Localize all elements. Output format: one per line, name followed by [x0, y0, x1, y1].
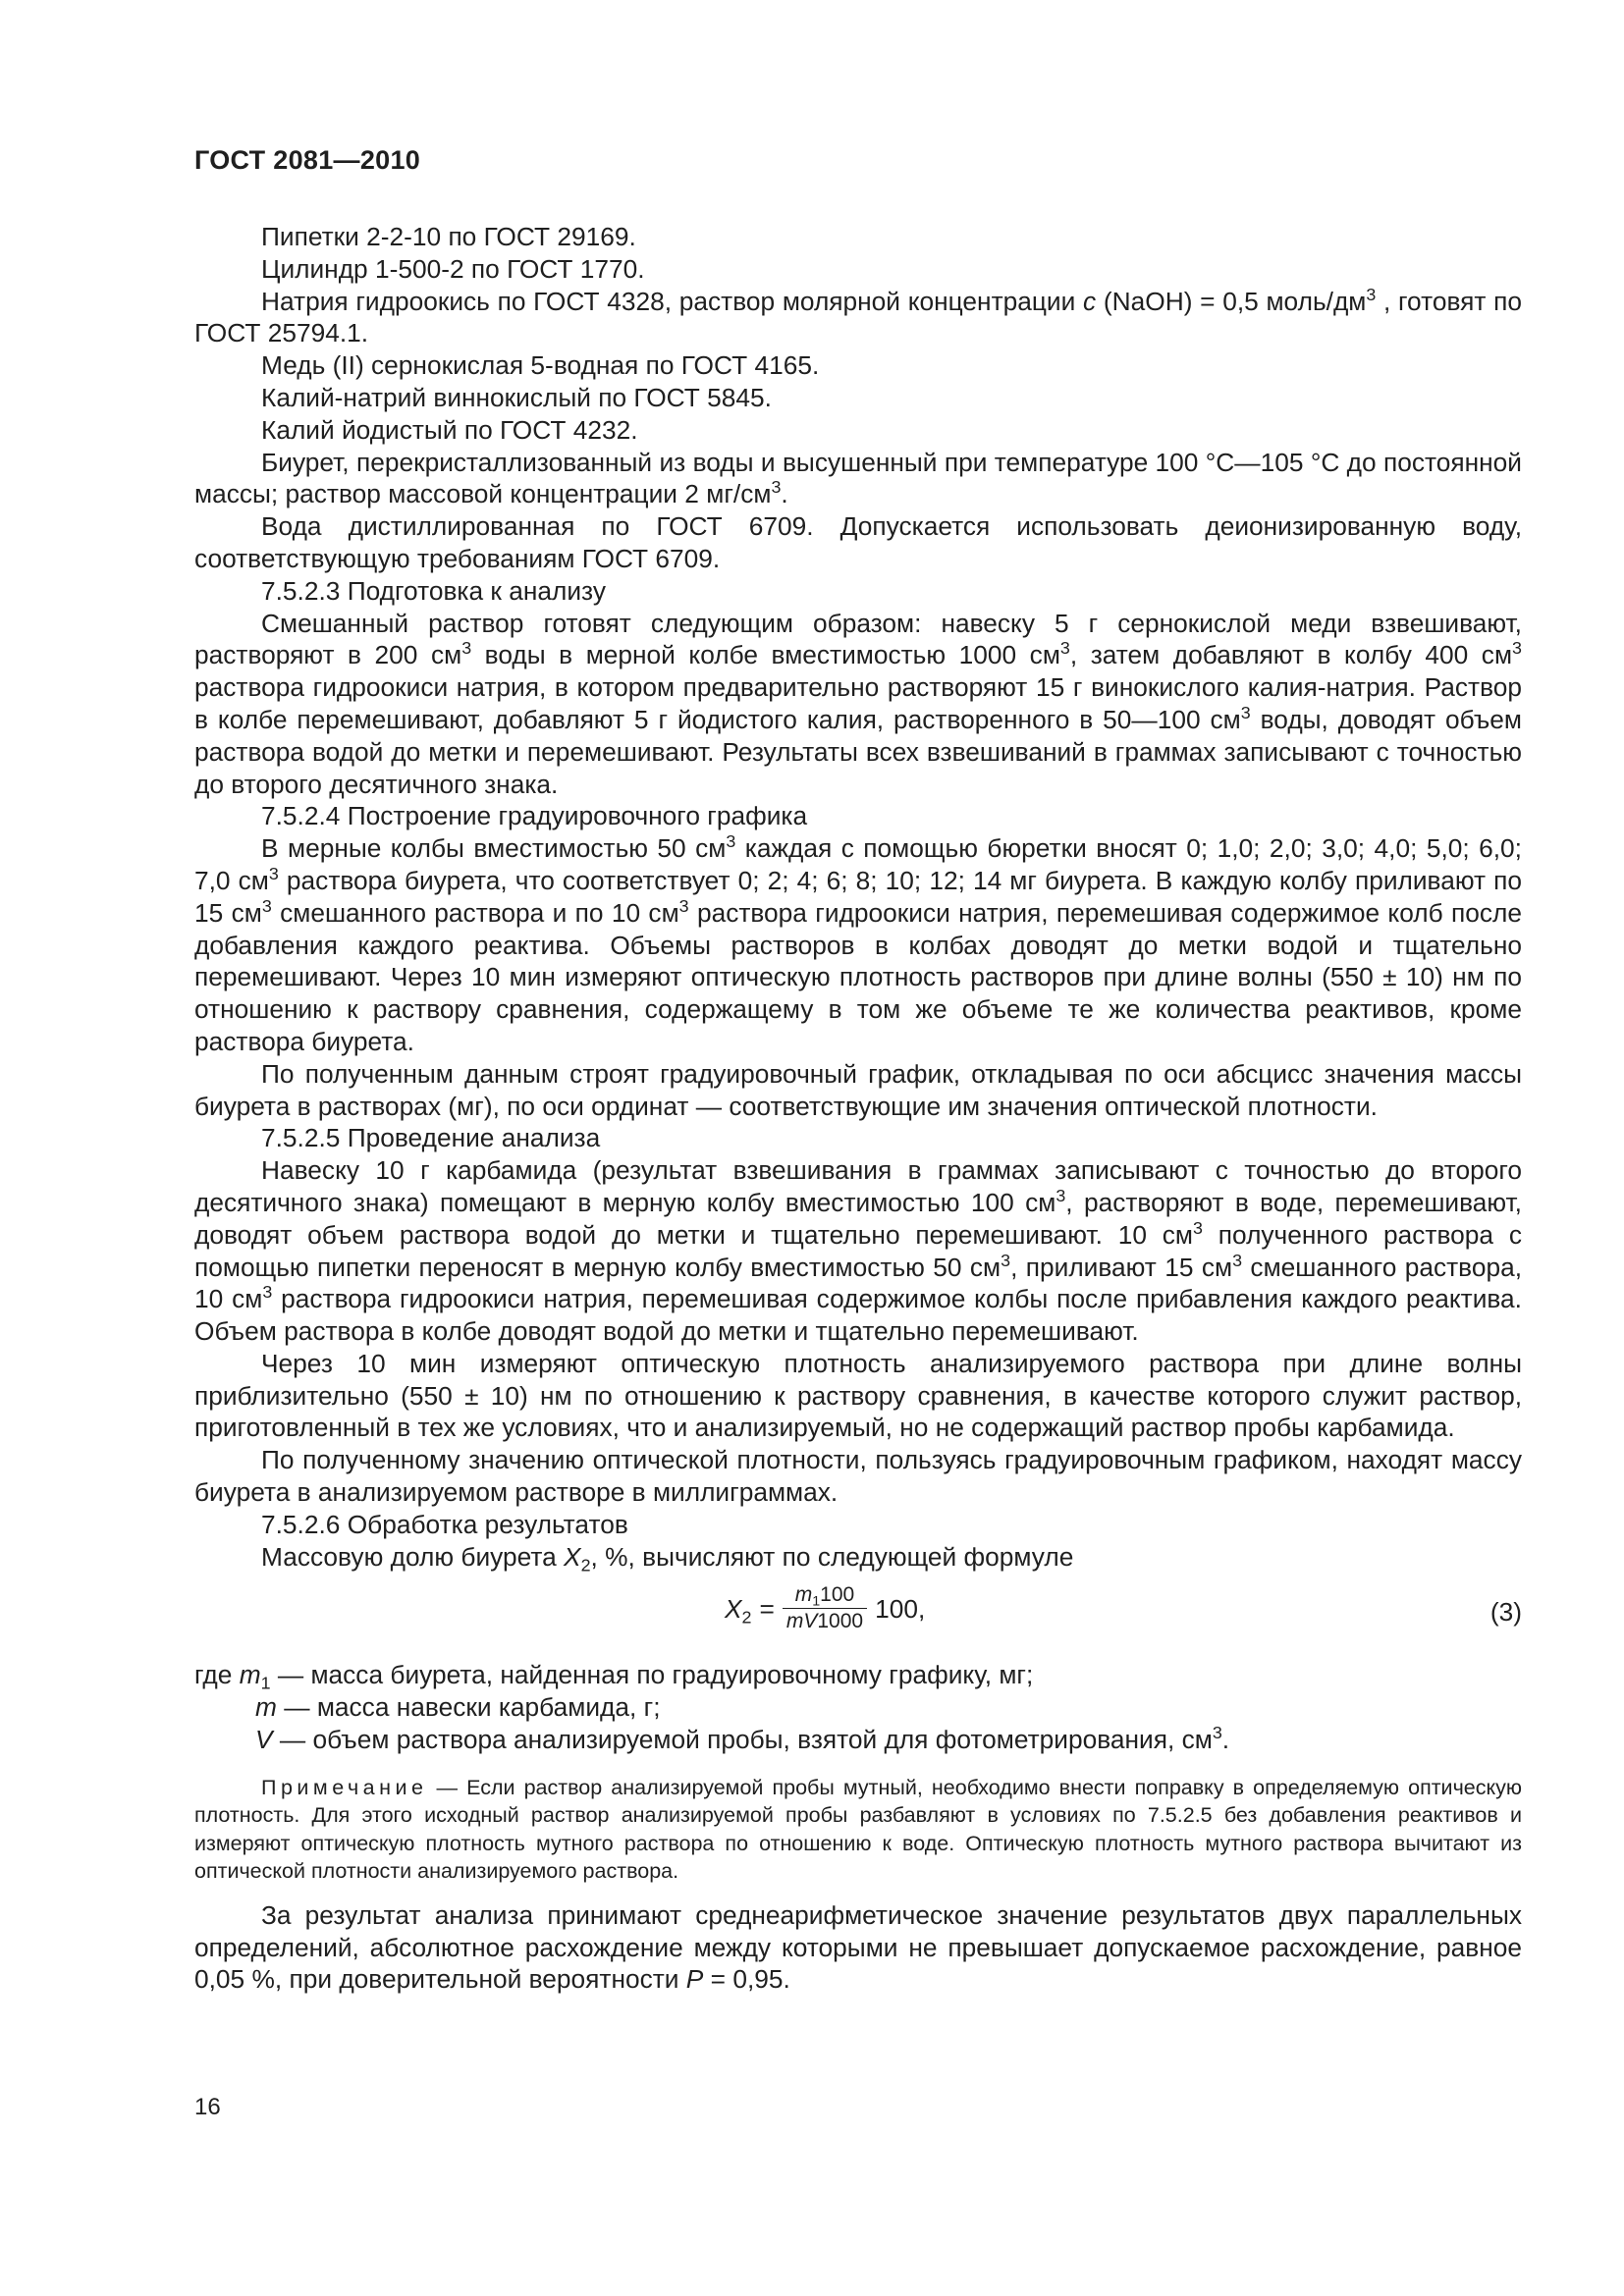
- formula-numerator: $m_1100$: [794, 1583, 855, 1610]
- section-heading-7525: 7.5.2.5 Проведение анализа: [261, 1123, 601, 1153]
- formula-legend: [194, 1659, 1522, 1755]
- section-heading-7526: 7.5.2.6 Обработка результатов: [261, 1509, 628, 1539]
- formula-block: [194, 1576, 1522, 1653]
- formula-equals: =: [759, 1593, 775, 1624]
- equation-number: (3): [1489, 1597, 1522, 1628]
- formula-fraction: [783, 1582, 867, 1634]
- section-heading-7524: 7.5.2.4 Построение градуировочного графика: [261, 801, 808, 831]
- paragraph-analysis-procedure: Навеску 10 г карбамида (результат взвешивания в граммах записывают с точностью до второго десятичного знака) помещают в мерную колбу вместимостью 100 $см^3$, растворяют в воде, перемешивают, доводят объем раствора водой до метки и тщательно перемешивают. 10 $см^3$ полученного раствора с помощью пипетки переносят в мерную колбу вместимостью 50 $см^3$, приливают 15 $см^3$ смешанного раствора, 10 $см^3$ раствора гидроокиси натрия, перемешивая содержимое колбы после прибавления каждого реактива. Объем раствора в колбе доводят водой до метки и тщательно перемешивают.: [194, 1155, 1522, 1347]
- formula-biuret-fraction: [725, 1582, 925, 1634]
- paragraph-calibration-flasks: В мерные колбы вместимостью 50 $см^3$ каждая с помощью бюретки вносят 0; 1,0; 2,0; 3,0; 4,0; 5,0; 6,0; 7,0 $см^3$ раствора биурета, что соответствует 0; 2; 4; 6; 8; 10; 12; 14 мг биурета. В каждую колбу приливают по 15 $см^3$ смешанного раствора и по 10 $см^3$ раствора гидроокиси натрия, перемешивая содержимое колб после добавления каждого реактива. Объемы растворов в колбах доводят до метки водой и тщательно перемешивают. Через 10 мин измеряют оптическую плотность растворов при длине волны (550 ± 10) нм по отношению к раствору сравнения, содержащему в том же объеме те же количества реактивов, кроме раствора биурета.: [194, 831, 1522, 1056]
- paragraph-potassium-sodium-tartrate: Калий-натрий виннокислый по ГОСТ 5845.: [261, 382, 772, 412]
- page-header-standard: ГОСТ 2081—2010: [194, 145, 421, 175]
- note-turbid-solution: Примечание — Если раствор анализируемой пробы мутный, необходимо внести поправку в определяемую оптическую плотность. Для этого исходный раствор анализируемой пробы разбавляют в условиях по 7.5.2.5 без добавления реактивов и измеряют оптическую плотность мутного раствора по отношению к воде. Оптическую плотность мутного раствора вычитают из оптической плотности анализируемого раствора.: [194, 1775, 1522, 1884]
- legend-m: m — масса навески карбамида, г;: [255, 1692, 661, 1723]
- legend-v: V — объем раствора анализируемой пробы, взятой для фотометрирования, $см^3$.: [255, 1723, 1230, 1755]
- paragraph-mixed-solution: Смешанный раствор готовят следующим образом: навеску 5 г сернокислой меди взвешивают, растворяют в 200 $см^3$ воды в мерной колбе вместимостью 1000 $см^3$, затем добавляют в колбу 400 $см^3$ раствора гидроокиси натрия, в котором предварительно растворяют 15 г винокислого калия-натрия. Раствор в колбе перемешивают, добавляют 5 г йодистого калия, растворенного в 50—100 $см^3$ воды, доводят объем раствора водой до метки и перемешивают. Результаты всех взвешиваний в граммах записывают с точностью до второго десятичного знака.: [194, 608, 1522, 799]
- paragraph-result-definition: За результат анализа принимают среднеарифметическое значение результатов двух параллельных определений, абсолютное расхождение между которыми не превышает допускаемое расхождение, равное 0,05 %, при доверительной вероятности P = 0,95.: [194, 1899, 1522, 1995]
- paragraph-optical-density-measure: Через 10 мин измеряют оптическую плотность анализируемого раствора при длине волны приблизительно (550 ± 10) нм по отношению к раствору сравнения, в качестве которого служит раствор, приготовленный в тех же условиях, что и анализируемый, но не содержащий раствор пробы карбамида.: [194, 1348, 1522, 1443]
- paragraph-formula-intro: Массовую долю биурета $X_2$, %, вычисляют по следующей формуле: [261, 1541, 1074, 1575]
- formula-tail: 100,: [875, 1593, 926, 1624]
- paragraph-copper-sulfate: Медь (II) сернокислая 5-водная по ГОСТ 4165.: [261, 350, 820, 381]
- final-paragraph-block: [194, 1899, 1522, 1996]
- page-number: 16: [194, 2094, 221, 2120]
- paragraph-distilled-water: Вода дистиллированная по ГОСТ 6709. Допускается использовать деионизированную воду, соответствующую требованиям ГОСТ 6709.: [194, 511, 1522, 573]
- formula-lhs: $X_2$: [725, 1593, 752, 1627]
- paragraph-calibration-graph: По полученным данным строят градуировочный график, откладывая по оси абсцисс значения массы биурета в растворах (мг), по оси ординат — соответствующие им значения оптической плотности.: [194, 1058, 1522, 1121]
- section-heading-7523: 7.5.2.3 Подготовка к анализу: [261, 575, 606, 606]
- note-block: [194, 1774, 1522, 1886]
- legend-m1: где $m_1$ — масса биурета, найденная по градуировочному графику, мг;: [194, 1660, 1034, 1693]
- document-body: [194, 221, 1522, 1996]
- formula-denominator: mV1000: [783, 1608, 867, 1634]
- paragraph-potassium-iodide: Калий йодистый по ГОСТ 4232.: [261, 414, 638, 445]
- paragraph-cylinder: Цилиндр 1-500-2 по ГОСТ 1770.: [261, 253, 645, 284]
- paragraph-biuret: Биурет, перекристаллизованный из воды и высушенный при температуре 100 °С—105 °С до постоянной массы; раствор массовой концентрации 2 $мг/см^3$.: [194, 447, 1522, 509]
- note-label: Примечание: [261, 1775, 428, 1799]
- paragraph-find-biuret-mass: По полученному значению оптической плотности, пользуясь градуировочным графиком, находят массу биурета в анализируемом растворе в миллиграммах.: [194, 1445, 1522, 1508]
- paragraph-pipettes: Пипетки 2-2-10 по ГОСТ 29169.: [261, 222, 636, 251]
- paragraph-sodium-hydroxide: Натрия гидроокись по ГОСТ 4328, раствор молярной концентрации c (NaOH) = 0,5 моль/$дм^3$ , готовят по ГОСТ 25794.1.: [194, 284, 1522, 348]
